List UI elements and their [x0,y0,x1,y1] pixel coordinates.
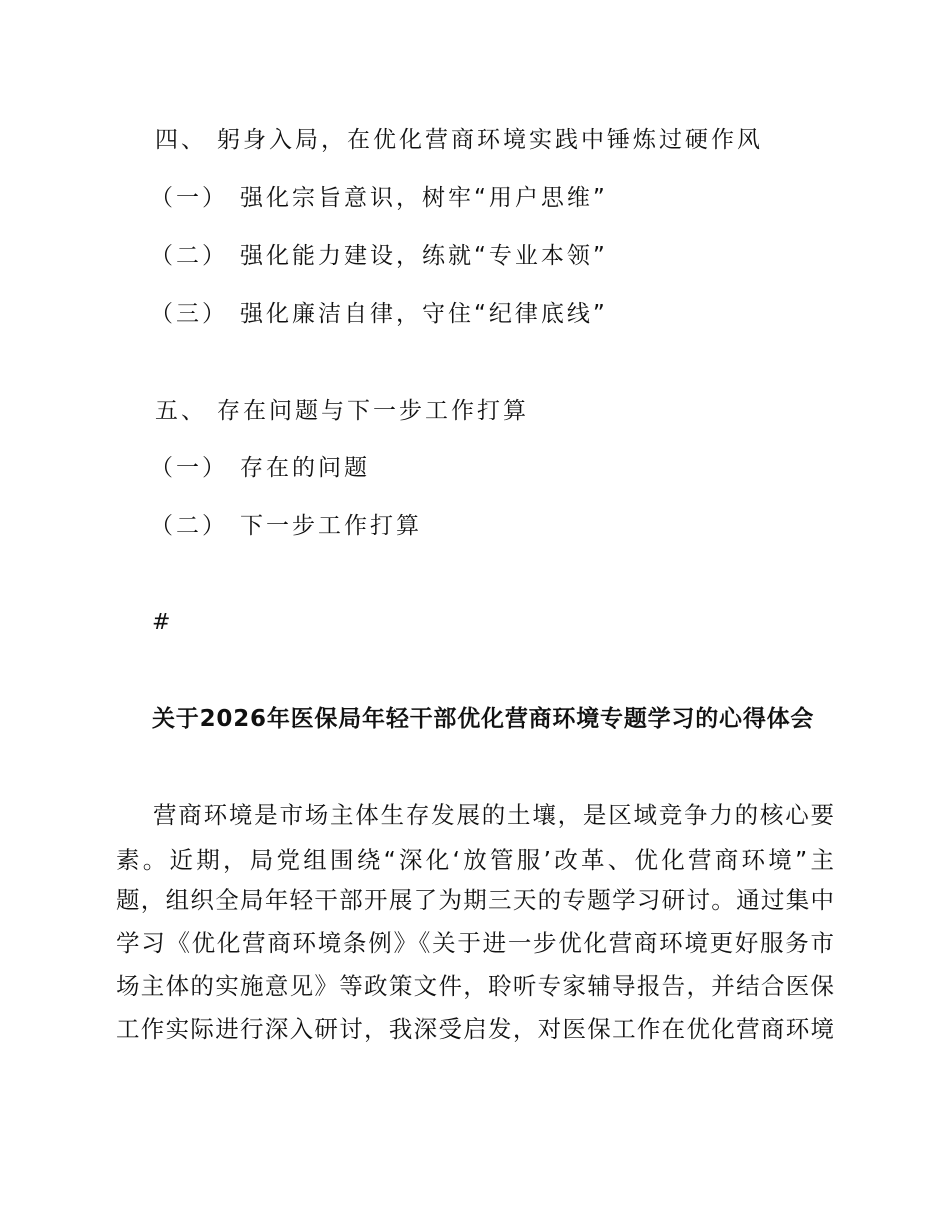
subsection-text: 强化廉洁自律，守住“纪律底线” [240,301,608,327]
paragraph-line: 场主体的实施意见》等政策文件，聆听专家辅导报告，并结合医保 [116,972,834,1000]
paragraph-line: 题，组织全局年轻干部开展了为期三天的专题学习研讨。通过集中 [116,886,834,914]
subsection-text: 强化宗旨意识，树牢“用户思维” [240,185,608,211]
subsection-number: （二） [150,513,228,539]
subsection-number: （三） [150,301,228,327]
subsection-number: （一） [150,455,228,481]
subsection-text: 存在的问题 [240,455,370,481]
subsection-number: （一） [150,185,228,211]
subsection-item [150,452,370,484]
section-title: 存在问题与下一步工作打算 [217,398,529,424]
subsection-item [150,298,608,330]
article-title: 关于2026年医保局年轻干部优化营商环境专题学习的心得体会 [152,706,815,732]
subsection-item [150,182,608,214]
subsection-text: 下一步工作打算 [240,513,422,539]
subsection-number: （二） [150,243,228,269]
section-heading-4 [155,124,763,156]
section-number: 五、 [155,398,207,424]
subsection-text: 强化能力建设，练就“专业本领” [240,243,608,269]
section-heading-5 [155,395,529,427]
paragraph-line: 素。近期，局党组围绕“深化‘放管服’改革、优化营商环境”主 [116,846,834,874]
section-number: 四、 [155,127,207,153]
paragraph-line: 工作实际进行深入研讨，我深受启发，对医保工作在优化营商环境 [116,1015,834,1043]
paragraph-line: 学习《优化营商环境条例》《关于进一步优化营商环境更好服务市 [116,929,834,957]
subsection-item [150,240,608,272]
paragraph-line: 营商环境是市场主体生存发展的土壤，是区域竞争力的核心要 [153,801,834,829]
section-title: 躬身入局，在优化营商环境实践中锤炼过硬作风 [217,127,763,153]
separator-mark: # [152,610,171,635]
subsection-item [150,510,422,542]
